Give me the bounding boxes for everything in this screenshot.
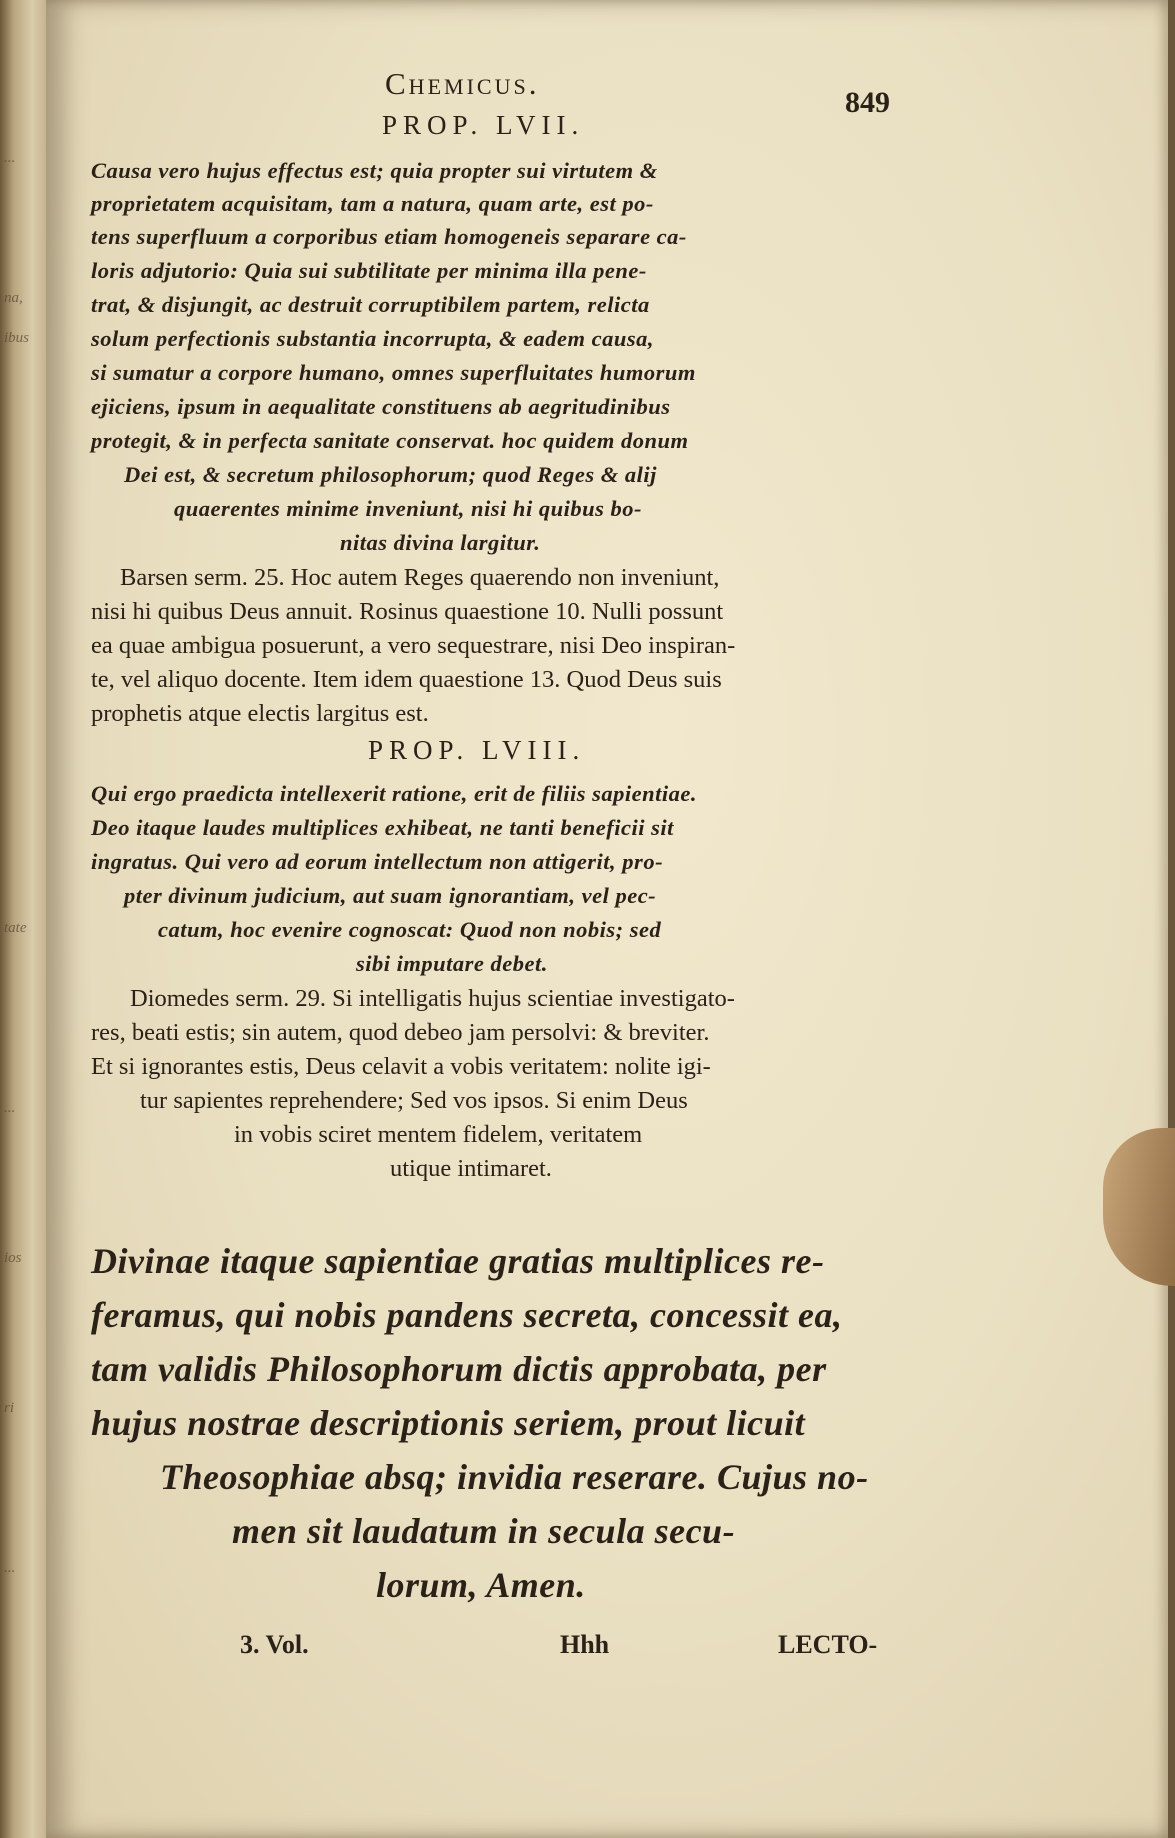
binding-gutter bbox=[0, 0, 46, 1838]
prop-57-text-line: Dei est, & secretum philosophorum; quod Reges & alij bbox=[124, 462, 657, 487]
prop-58-text-line: Deo itaque laudes multiplices exhibeat, ne tanti beneficii sit bbox=[91, 815, 674, 840]
page-edge bbox=[1168, 0, 1175, 1838]
prop-57-text-line: trat, & disjungit, ac destruit corruptibilem partem, relicta bbox=[91, 292, 650, 317]
margin-fragment: ... bbox=[4, 1560, 16, 1576]
prop-58-text-line: Qui ergo praedicta intellexerit ratione, erit de filiis sapientiae. bbox=[91, 781, 697, 806]
prop-58-text-line: pter divinum judicium, aut suam ignorantiam, vel pec- bbox=[124, 883, 657, 908]
gathering-mark: Hhh bbox=[560, 1630, 610, 1659]
prop-57-text-line: quaerentes minime inveniunt, nisi hi quibus bo- bbox=[174, 496, 642, 521]
prop-58-commentary-line: Et si ignorantes estis, Deus celavit a vobis veritatem: nolite igi- bbox=[91, 1053, 711, 1080]
prop-58-heading: PROP. LVIII. bbox=[368, 735, 586, 765]
signature-mark: 3. Vol. bbox=[240, 1630, 309, 1659]
closing-line: lorum, Amen. bbox=[376, 1565, 586, 1605]
closing-line: men sit laudatum in secula secu- bbox=[232, 1511, 736, 1551]
prop-58-commentary-line: res, beati estis; sin autem, quod debeo jam persolvi: & breviter. bbox=[91, 1019, 710, 1046]
prop-57-commentary-line: ea quae ambigua posuerunt, a vero sequestrare, nisi Deo inspiran- bbox=[91, 632, 736, 659]
prop-57-text-line: si sumatur a corpore humano, omnes superfluitates humorum bbox=[91, 360, 696, 385]
prop-57-text-line: ejiciens, ipsum in aequalitate constituens ab aegritudinibus bbox=[91, 394, 671, 419]
margin-fragment: ibus bbox=[4, 330, 30, 346]
closing-line: hujus nostrae descriptionis seriem, prout licuit bbox=[91, 1403, 806, 1443]
prop-58-text-line: ingratus. Qui vero ad eorum intellectum non attigerit, pro- bbox=[91, 849, 664, 874]
margin-fragment: na, bbox=[4, 290, 23, 306]
prop-58-commentary-line: Diomedes serm. 29. Si intelligatis hujus scientiae investigato- bbox=[130, 985, 735, 1012]
prop-57-text-line: protegit, & in perfecta sanitate conservat. hoc quidem donum bbox=[91, 428, 689, 453]
prop-58-text-line: catum, hoc evenire cognoscat: Quod non nobis; sed bbox=[158, 917, 662, 942]
margin-fragment: ios bbox=[4, 1250, 22, 1266]
prop-57-commentary-line: nisi hi quibus Deus annuit. Rosinus quaestione 10. Nulli possunt bbox=[91, 598, 724, 625]
prop-58-text-line: sibi imputare debet. bbox=[356, 951, 548, 976]
prop-57-commentary-line: te, vel aliquo docente. Item idem quaestione 13. Quod Deus suis bbox=[91, 666, 722, 693]
margin-fragment: ri bbox=[4, 1400, 15, 1416]
prop-58-commentary-line: utique intimaret. bbox=[390, 1155, 552, 1182]
prop-57-text-line: loris adjutorio: Quia sui subtilitate per minima illa pene- bbox=[91, 258, 647, 283]
running-head: Chemicus. bbox=[385, 66, 540, 101]
catchword: LECTO- bbox=[778, 1630, 878, 1659]
closing-line: tam validis Philosophorum dictis approbata, per bbox=[91, 1349, 827, 1389]
margin-fragment: ... bbox=[4, 150, 16, 166]
margin-fragment: tate bbox=[4, 920, 27, 936]
prop-57-commentary-line: Barsen serm. 25. Hoc autem Reges quaerendo non inveniunt, bbox=[120, 564, 720, 591]
prop-58-commentary-line: tur sapientes reprehendere; Sed vos ipsos. Si enim Deus bbox=[140, 1087, 688, 1114]
margin-fragment: ... bbox=[4, 1100, 16, 1116]
closing-line: Theosophiae absq; invidia reserare. Cujus no- bbox=[160, 1457, 869, 1497]
prop-57-commentary-line: prophetis atque electis largitus est. bbox=[91, 700, 429, 727]
prop-58-commentary-line: in vobis sciret mentem fidelem, veritatem bbox=[234, 1121, 643, 1148]
page-number: 849 bbox=[845, 86, 890, 119]
closing-line: Divinae itaque sapientiae gratias multiplices re- bbox=[91, 1241, 825, 1281]
prop-57-text-line: proprietatem acquisitam, tam a natura, quam arte, est po- bbox=[91, 191, 654, 216]
closing-line: feramus, qui nobis pandens secreta, concessit ea, bbox=[91, 1295, 843, 1335]
prop-57-text-line: nitas divina largitur. bbox=[340, 530, 541, 555]
prop-57-text-line: Causa vero hujus effectus est; quia propter sui virtutem & bbox=[91, 158, 658, 183]
prop-57-text-line: solum perfectionis substantia incorrupta, & eadem causa, bbox=[91, 326, 655, 351]
prop-57-heading: PROP. LVII. bbox=[382, 110, 585, 140]
prop-57-text-line: tens superfluum a corporibus etiam homogeneis separare ca- bbox=[91, 224, 687, 249]
